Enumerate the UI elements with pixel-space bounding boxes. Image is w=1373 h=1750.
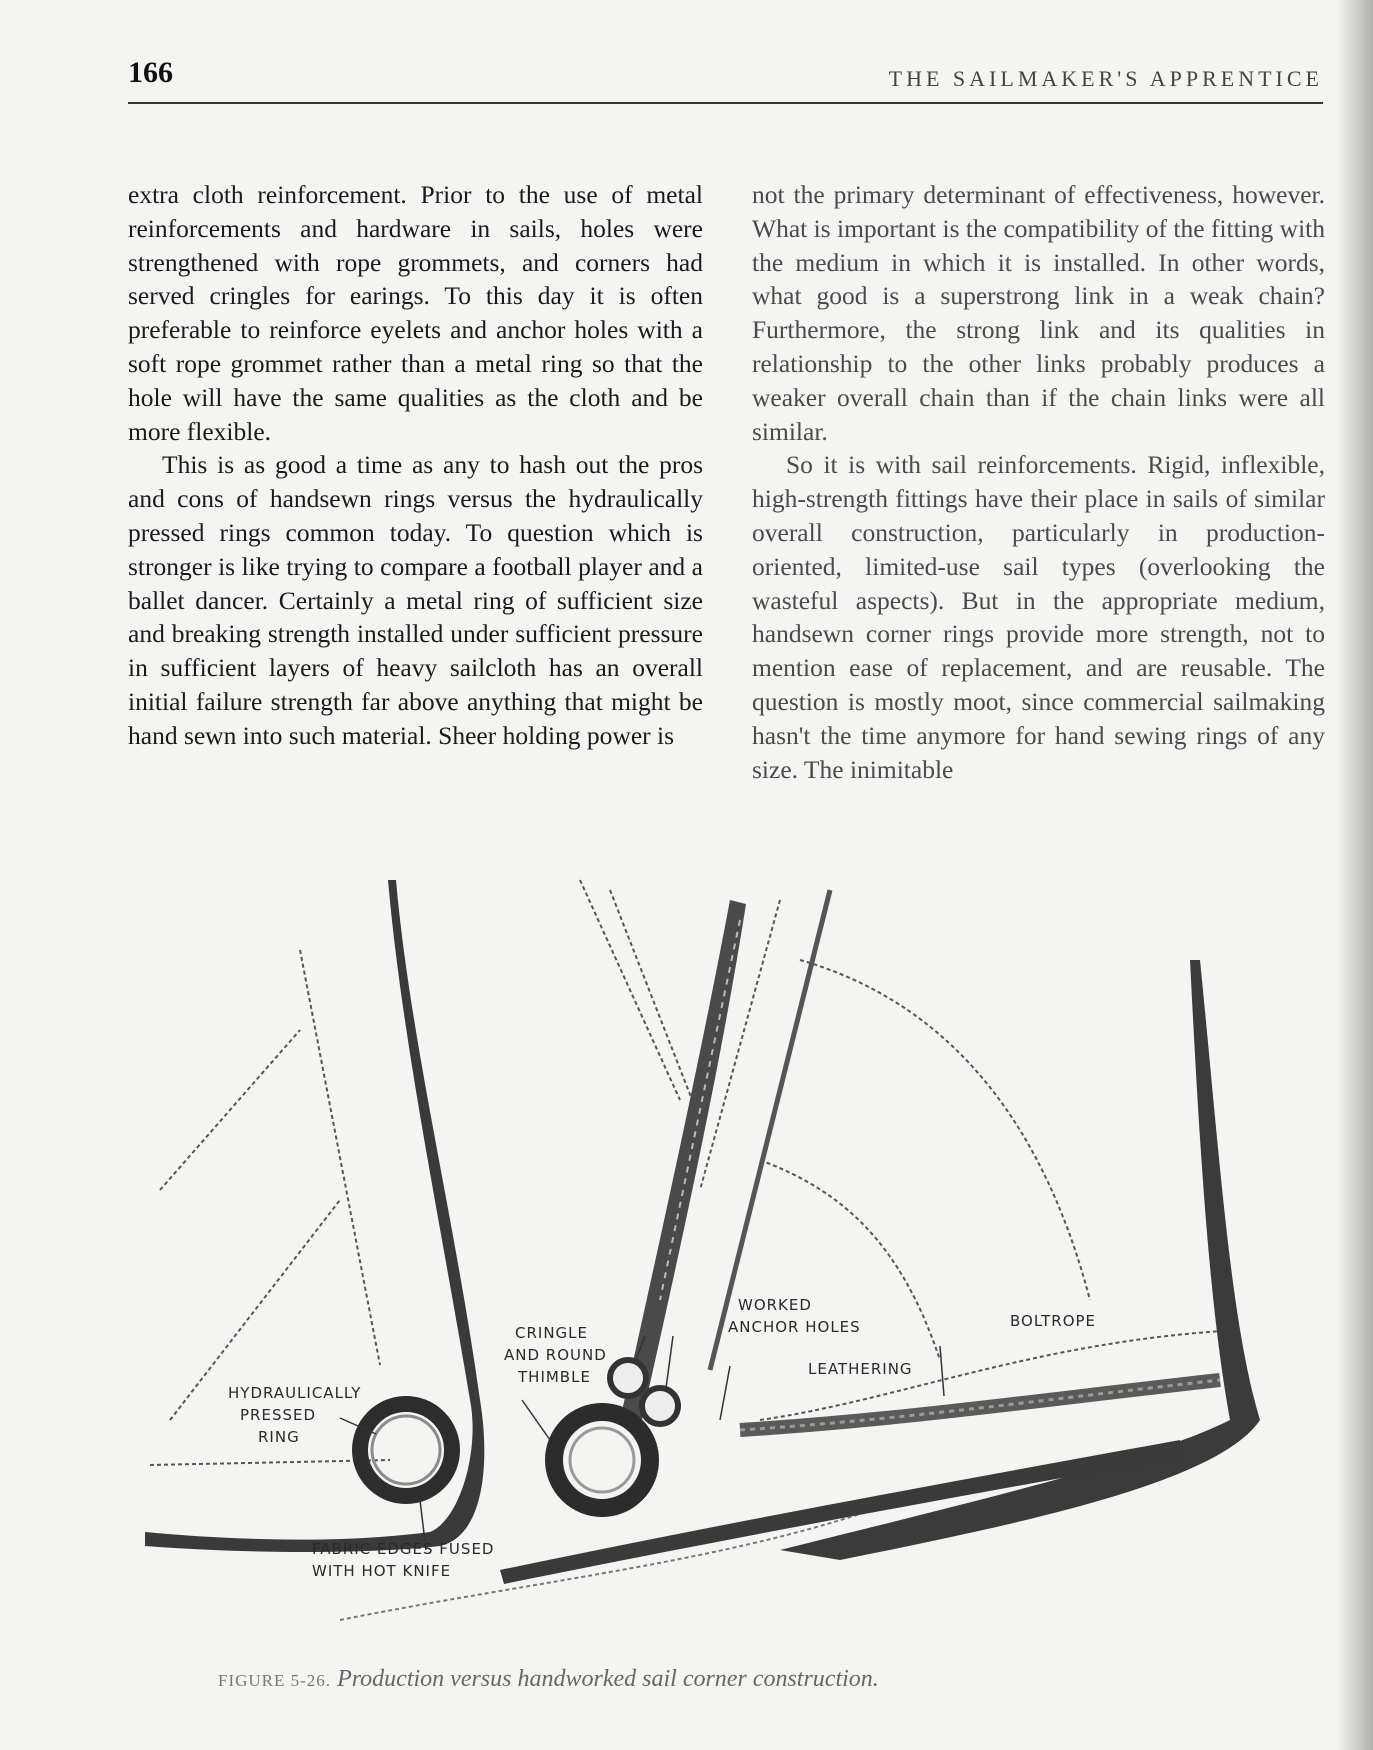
- production-corner-drawing: [145, 880, 484, 1552]
- handworked-corner-drawing: [340, 880, 1260, 1620]
- label-anchor-holes-1: WORKED: [738, 1296, 812, 1314]
- right-paragraph-2: So it is with sail reinforcements. Rigid, inflexible, high-strength fittings have their place in sails of similar overall construction, particularly in production-oriented, limited-use sail types (overlooking the wasteful aspects). But in the appropriate medium, handsewn corner rings provide more strength, not to mention ease of replacement, and are reusable. The question is mostly moot, since commercial sailmaking hasn't the time anymore for hand sewing rings of any size. The inimitable: [752, 450, 1325, 784]
- seam-stitching: [160, 1030, 300, 1190]
- right-paragraph-1: not the primary determinant of effectiveness, however. What is important is the compatibility of the fitting with the medium in which it is installed. In other words, what good is a superstrong link in a weak chain? Furthermore, the strong link and its qualities in relationship to the other links probably produces a weaker overall chain than if the chain links were all similar.: [752, 180, 1325, 446]
- left-column: [128, 178, 703, 753]
- sail-corner-illustration: [140, 860, 1320, 1660]
- seam-stitching: [610, 890, 700, 1120]
- label-cringle-2: AND ROUND: [504, 1346, 607, 1364]
- label-pressed-ring-1: HYDRAULICALLY: [228, 1384, 362, 1402]
- sail-edge-fused: [145, 880, 484, 1552]
- right-column: [752, 178, 1325, 786]
- label-anchor-holes-2: ANCHOR HOLES: [728, 1318, 861, 1336]
- left-paragraph-2: This is as good a time as any to hash out the pros and cons of handsewn rings versus the hydraulically pressed rings common today. To question which is stronger is like trying to compare a football player and a ballet dancer. Certainly a metal ring of sufficient size and breaking strength installed under sufficient pressure in sufficient layers of heavy sailcloth has an overall initial failure strength far above anything that might be hand sewn into such material. Sheer holding power is: [128, 450, 703, 750]
- label-cringle-1: CRINGLE: [515, 1324, 588, 1342]
- label-leathering: LEATHERING: [808, 1360, 913, 1378]
- caption-text: Production versus handworked sail corner construction.: [337, 1666, 879, 1692]
- anchor-hole: [610, 1360, 646, 1396]
- scan-edge-shadow: [1337, 0, 1373, 1750]
- seam-stitching: [300, 950, 380, 1365]
- seam-stitching: [580, 880, 680, 1100]
- caption-number: FIGURE 5-26.: [218, 1671, 332, 1690]
- label-pressed-ring-3: RING: [258, 1428, 300, 1446]
- header-rule: [128, 102, 1323, 104]
- round-thimble: [554, 1412, 650, 1508]
- label-boltrope: BOLTROPE: [1010, 1312, 1097, 1330]
- label-pressed-ring-2: PRESSED: [240, 1406, 317, 1424]
- left-paragraph-1: extra cloth reinforcement. Prior to the use of metal reinforcements and hardware in sails, holes were strengthened with rope grommets, and corners had served cringles for earings. To this day it is often preferable to reinforce eyelets and anchor holes with a soft rope grommet rather than a metal ring so that the hole will have the same qualities as the cloth and be more flexible.: [128, 180, 703, 446]
- label-cringle-3: THIMBLE: [518, 1368, 591, 1386]
- page-number: 166: [128, 56, 173, 89]
- anchor-hole: [642, 1388, 678, 1424]
- hydraulic-ring: [360, 1404, 452, 1496]
- figure-caption: [218, 1666, 879, 1693]
- running-head: THE SAILMAKER'S APPRENTICE: [888, 66, 1323, 91]
- label-fabric-edges-2: WITH HOT KNIFE: [312, 1562, 452, 1580]
- label-fabric-edges-1: FABRIC EDGES FUSED: [312, 1540, 495, 1558]
- seam-stitching: [800, 960, 1090, 1300]
